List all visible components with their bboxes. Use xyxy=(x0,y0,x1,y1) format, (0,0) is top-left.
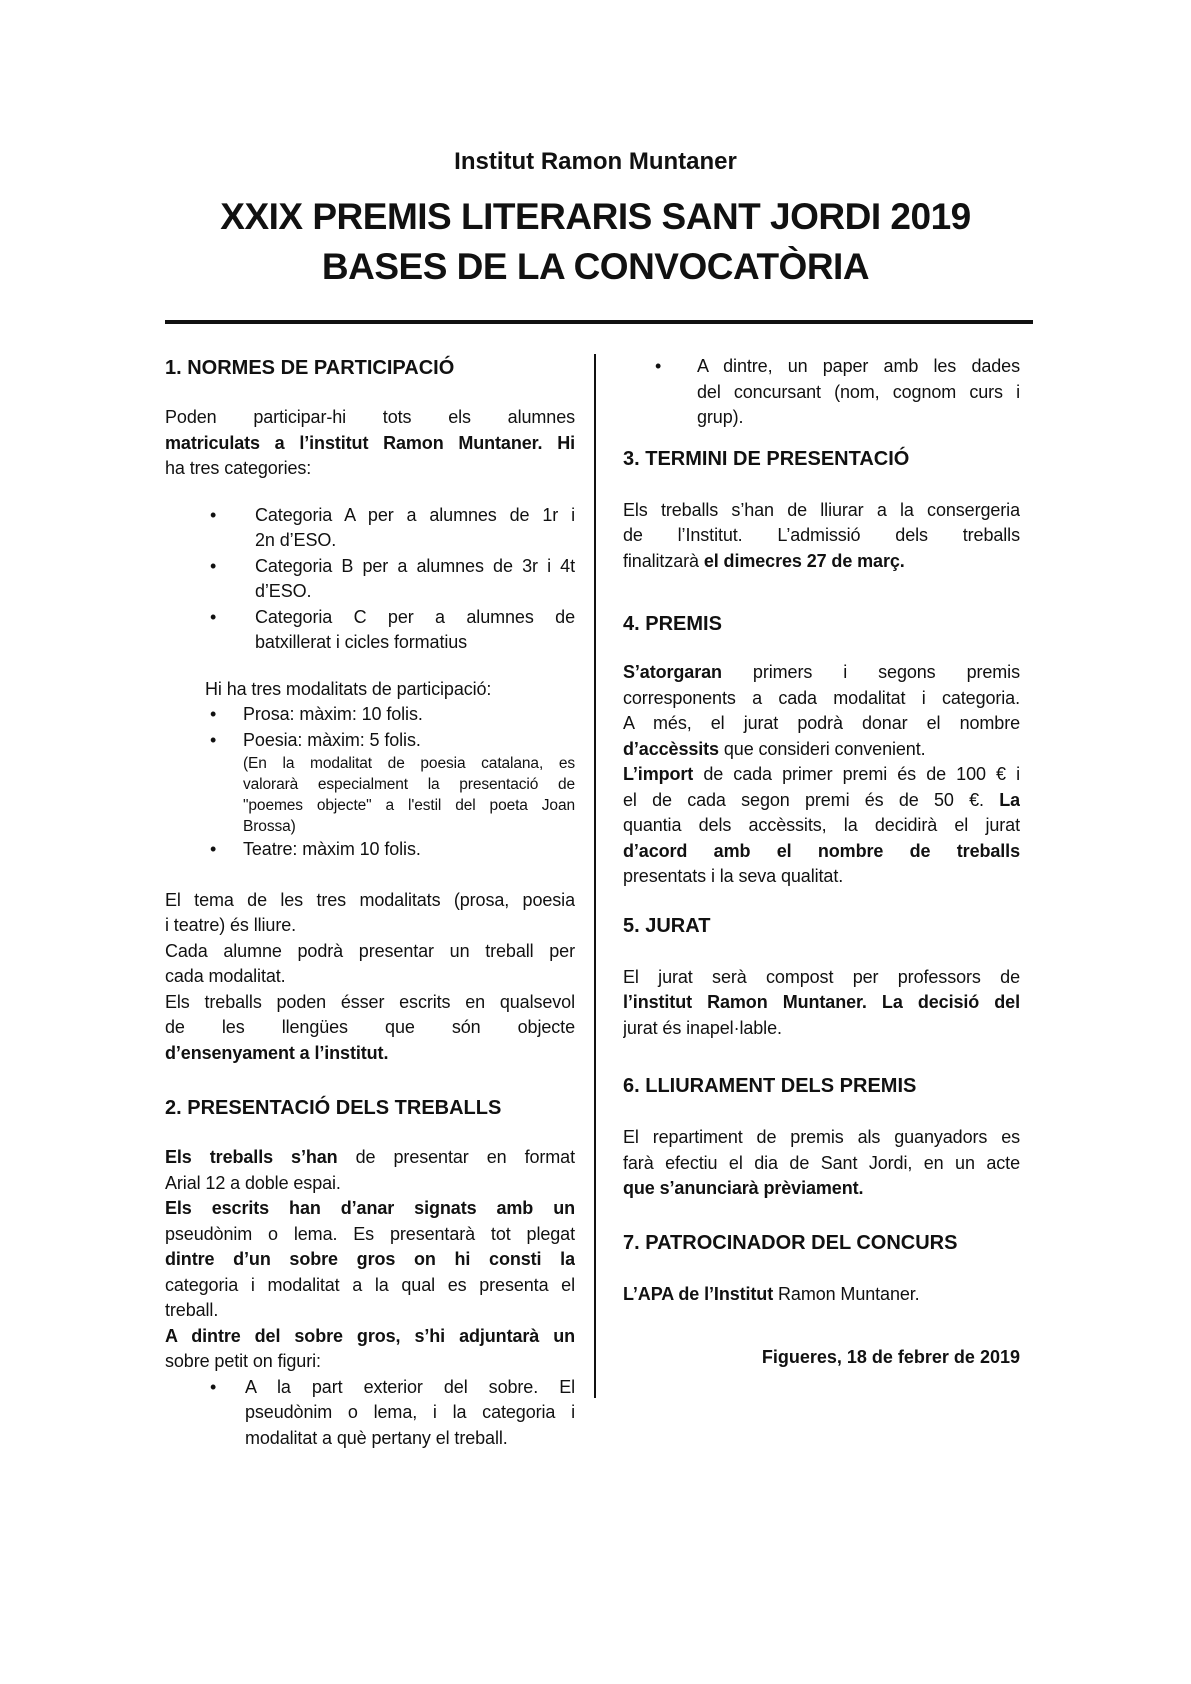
text-run: que s’anunciarà prèviament. xyxy=(623,1178,864,1198)
text-line xyxy=(623,549,1020,575)
text-run: Ramon Muntaner. xyxy=(773,1283,920,1304)
paragraph xyxy=(165,888,575,1067)
text-run: S’atorgaran xyxy=(623,662,722,682)
text-line xyxy=(165,888,575,914)
bullet-icon: • xyxy=(210,606,217,627)
section-heading: 6. LLIURAMENT DELS PREMIS xyxy=(623,1075,917,1097)
list-item-text xyxy=(245,1375,575,1452)
column-divider xyxy=(594,354,596,1398)
paragraph xyxy=(165,405,575,482)
text-run: valorarà especialment la presentació de xyxy=(243,776,575,793)
text-run: (En la modalitat de poesia catalana, es xyxy=(243,755,575,772)
spacer xyxy=(165,482,575,503)
text-line xyxy=(623,711,1020,737)
text-run: de cada primer premi és de 100 € i xyxy=(693,764,1020,784)
text-run: batxillerat i cicles formatius xyxy=(255,632,468,652)
text-run: l’institut Ramon Muntaner. La decisió del xyxy=(623,992,1020,1012)
text-line xyxy=(165,1015,575,1041)
bullet-list xyxy=(165,1375,575,1452)
text-run: d’accèssits xyxy=(623,738,719,759)
paragraph xyxy=(165,677,575,703)
paragraph xyxy=(623,965,1020,1042)
text-line xyxy=(165,964,575,990)
section-heading: 4. PREMIS xyxy=(623,613,722,635)
text-run: d’ESO. xyxy=(255,581,312,601)
right-column xyxy=(623,354,1020,1371)
spacer xyxy=(165,656,575,677)
text-line xyxy=(245,1375,575,1401)
text-run: que consideri convenient. xyxy=(718,738,926,759)
text-line xyxy=(623,660,1020,686)
text-line xyxy=(243,837,575,863)
text-line xyxy=(165,939,575,965)
text-line xyxy=(245,1426,575,1452)
text-line xyxy=(623,990,1020,1016)
list-item-text xyxy=(243,702,575,728)
list-item xyxy=(165,605,575,656)
text-line xyxy=(255,503,575,529)
text-run: sobre petit on figuri: xyxy=(165,1351,321,1371)
text-run: de les llengües que són objecte xyxy=(165,1017,575,1037)
text-line xyxy=(165,431,575,457)
paragraph xyxy=(623,1125,1020,1202)
text-line xyxy=(255,528,575,554)
spacer xyxy=(623,1202,1020,1229)
section-heading: 7. PATROCINADOR DEL CONCURS xyxy=(623,1231,958,1254)
text-line xyxy=(243,702,575,728)
text-run: Categoria A per a alumnes de 1r i xyxy=(255,504,575,525)
institution-name: Institut Ramon Muntaner xyxy=(454,148,737,175)
text-run: el dimecres 27 de març. xyxy=(703,550,905,571)
text-run: categoria i modalitat a la qual es presenta el xyxy=(165,1274,575,1295)
text-run: A la part exterior del sobre. El xyxy=(245,1376,575,1397)
bullet-icon: • xyxy=(210,504,217,525)
text-line xyxy=(623,1176,1020,1202)
list-item-text xyxy=(243,837,575,863)
text-run: A dintre del sobre gros, s’hi adjuntarà un xyxy=(165,1325,575,1346)
text-run: 2n d’ESO. xyxy=(255,530,337,550)
bullet-icon: • xyxy=(210,555,217,576)
text-line xyxy=(243,774,575,795)
text-run: El jurat serà compost per professors de xyxy=(623,966,1020,987)
text-run: de l’Institut. L’admissió dels treballs xyxy=(623,525,1020,545)
text-run: dintre d’un sobre gros on hi consti la xyxy=(165,1249,575,1269)
list-item xyxy=(165,702,575,728)
text-line xyxy=(623,1151,1020,1177)
list-item-text xyxy=(243,728,575,838)
bullet-icon: • xyxy=(210,1376,217,1397)
text-run: Prosa: màxim: 10 folis. xyxy=(243,704,423,724)
text-line xyxy=(165,1145,575,1171)
spacer xyxy=(623,1307,1020,1345)
text-run: Els escrits han d’anar signats amb un xyxy=(165,1198,575,1218)
text-line xyxy=(623,737,1020,763)
text-run: Categoria B per a alumnes de 3r i 4t xyxy=(255,555,575,576)
text-run: modalitat a què pertany el treball. xyxy=(245,1427,508,1448)
text-line xyxy=(165,1196,575,1222)
text-line xyxy=(165,1273,575,1299)
list-item xyxy=(165,837,575,863)
bullet-icon: • xyxy=(655,356,662,376)
text-run: Teatre: màxim 10 folis. xyxy=(243,839,421,859)
bullet-icon: • xyxy=(210,839,217,859)
text-run: del concursant (nom, cognom curs i xyxy=(697,381,1020,402)
spacer xyxy=(165,1122,575,1145)
bullet-list xyxy=(165,702,575,863)
text-run: Arial 12 a doble espai. xyxy=(165,1172,341,1193)
text-line xyxy=(623,762,1020,788)
header-divider-rule xyxy=(165,320,1033,324)
text-line xyxy=(165,1349,575,1375)
text-line xyxy=(255,579,575,605)
text-line xyxy=(205,677,575,703)
text-run: Cada alumne podrà presentar un treball per xyxy=(165,940,575,961)
text-line xyxy=(255,605,575,631)
text-run: ha tres categories: xyxy=(165,458,312,478)
list-item xyxy=(165,503,575,554)
text-line xyxy=(623,686,1020,712)
text-line xyxy=(623,1282,1020,1308)
text-line xyxy=(243,728,575,754)
spacer xyxy=(623,431,1020,445)
text-run: de presentar en format xyxy=(337,1147,575,1167)
text-run: Hi ha tres modalitats de participació: xyxy=(205,678,492,699)
list-item xyxy=(165,554,575,605)
list-item xyxy=(165,728,575,838)
text-run: El tema de les tres modalitats (prosa, poesia xyxy=(165,889,575,910)
section-heading: 3. TERMINI DE PRESENTACIÓ xyxy=(623,447,910,470)
date-line: Figueres, 18 de febrer de 2019 xyxy=(761,1347,1020,1367)
text-run: d’acord amb el nombre de treballs xyxy=(623,840,1020,861)
spacer xyxy=(623,890,1020,912)
text-line xyxy=(255,554,575,580)
text-line xyxy=(623,813,1020,839)
document-title-line2: BASES DE LA CONVOCATÒRIA xyxy=(321,246,870,287)
text-line xyxy=(243,816,575,837)
text-run: Poesia: màxim: 5 folis. xyxy=(243,729,421,750)
spacer xyxy=(623,574,1020,610)
text-run: el de cada segon premi és de 50 €. xyxy=(623,789,1000,810)
text-run: A dintre, un paper amb les dades xyxy=(697,356,1020,376)
list-item-text xyxy=(255,605,575,656)
list-item-text xyxy=(255,503,575,554)
text-run: El repartiment de premis als guanyadors es xyxy=(623,1127,1020,1147)
text-run: d’ensenyament a l’institut. xyxy=(165,1042,389,1063)
text-run: grup). xyxy=(697,407,744,427)
spacer xyxy=(623,1100,1020,1125)
text-run: L’import xyxy=(623,764,694,784)
text-line xyxy=(165,1041,575,1067)
bullet-list xyxy=(165,503,575,656)
text-line xyxy=(623,498,1020,524)
paragraph xyxy=(165,1145,575,1375)
text-line xyxy=(165,1171,575,1197)
text-line xyxy=(697,380,1020,406)
text-run: "poemes objecte" a l'estil del poeta Joan xyxy=(243,797,575,814)
text-line xyxy=(165,1222,575,1248)
list-item xyxy=(623,354,1020,431)
list-item xyxy=(165,1375,575,1452)
text-line xyxy=(623,788,1020,814)
text-line xyxy=(165,405,575,431)
text-line xyxy=(623,839,1020,865)
text-run: presentats i la seva qualitat. xyxy=(623,866,844,886)
text-run: cada modalitat. xyxy=(165,966,286,986)
text-line xyxy=(623,1125,1020,1151)
spacer xyxy=(165,863,575,888)
text-run: farà efectiu el dia de Sant Jordi, en un acte xyxy=(623,1152,1020,1173)
bullet-list xyxy=(623,354,1020,431)
text-run: pseudònim o lema. Es presentarà tot plegat xyxy=(165,1223,575,1244)
text-line xyxy=(623,1016,1020,1042)
text-run: primers i segons premis xyxy=(721,662,1020,682)
paragraph xyxy=(623,1282,1020,1308)
paragraph xyxy=(623,498,1020,575)
text-line xyxy=(623,523,1020,549)
spacer xyxy=(623,1257,1020,1282)
section-heading: 5. JURAT xyxy=(623,914,711,937)
list-item-text xyxy=(255,554,575,605)
text-line xyxy=(243,795,575,816)
text-line xyxy=(243,753,575,774)
text-run: A més, el jurat podrà donar el nombre xyxy=(623,713,1020,733)
text-line xyxy=(697,354,1020,380)
spacer xyxy=(623,1041,1020,1072)
text-run: Els treballs s’han de lliurar a la consergeria xyxy=(623,499,1020,520)
text-run: i teatre) és lliure. xyxy=(165,915,297,935)
text-line xyxy=(623,965,1020,991)
text-line xyxy=(165,1298,575,1324)
text-run: treball. xyxy=(165,1300,219,1320)
text-run: La xyxy=(999,789,1020,810)
text-run: L’APA de l’Institut xyxy=(623,1283,774,1304)
spacer xyxy=(623,638,1020,660)
spacer xyxy=(623,473,1020,498)
paragraph xyxy=(623,660,1020,890)
text-run: Els treballs s’han xyxy=(165,1147,338,1167)
spacer xyxy=(165,1066,575,1094)
text-line xyxy=(165,456,575,482)
section-heading: 2. PRESENTACIÓ DELS TREBALLS xyxy=(165,1097,502,1119)
text-run: jurat és inapel·lable. xyxy=(623,1017,782,1038)
text-run: pseudònim o lema, i la categoria i xyxy=(245,1402,575,1422)
text-run: quantia dels accèssits, la decidirà el jurat xyxy=(623,815,1020,835)
text-line xyxy=(245,1400,575,1426)
text-run: Brossa) xyxy=(243,818,296,835)
text-run: finalitzarà xyxy=(623,550,704,571)
spacer xyxy=(623,940,1020,965)
text-line xyxy=(623,864,1020,890)
text-run: corresponents a cada modalitat i categoria. xyxy=(623,687,1020,708)
left-column xyxy=(165,354,575,1451)
section-heading: 1. NORMES DE PARTICIPACIÓ xyxy=(165,357,455,379)
text-line xyxy=(165,1324,575,1350)
bullet-icon: • xyxy=(210,704,217,724)
text-line xyxy=(165,1247,575,1273)
text-line xyxy=(255,630,575,656)
spacer xyxy=(165,382,575,405)
text-run: Poden participar-hi tots els alumnes xyxy=(165,407,575,427)
bullet-icon: • xyxy=(210,729,217,750)
text-line xyxy=(165,913,575,939)
text-run: Els treballs poden ésser escrits en qualsevol xyxy=(165,991,575,1012)
text-run: Categoria C per a alumnes de xyxy=(255,606,575,627)
document-title-line1: XXIX PREMIS LITERARIS SANT JORDI 2019 xyxy=(220,196,971,237)
text-line xyxy=(697,405,1020,431)
text-run: matriculats a l’institut Ramon Muntaner. Hi xyxy=(165,432,575,453)
list-item-text xyxy=(697,354,1020,431)
text-line xyxy=(165,990,575,1016)
